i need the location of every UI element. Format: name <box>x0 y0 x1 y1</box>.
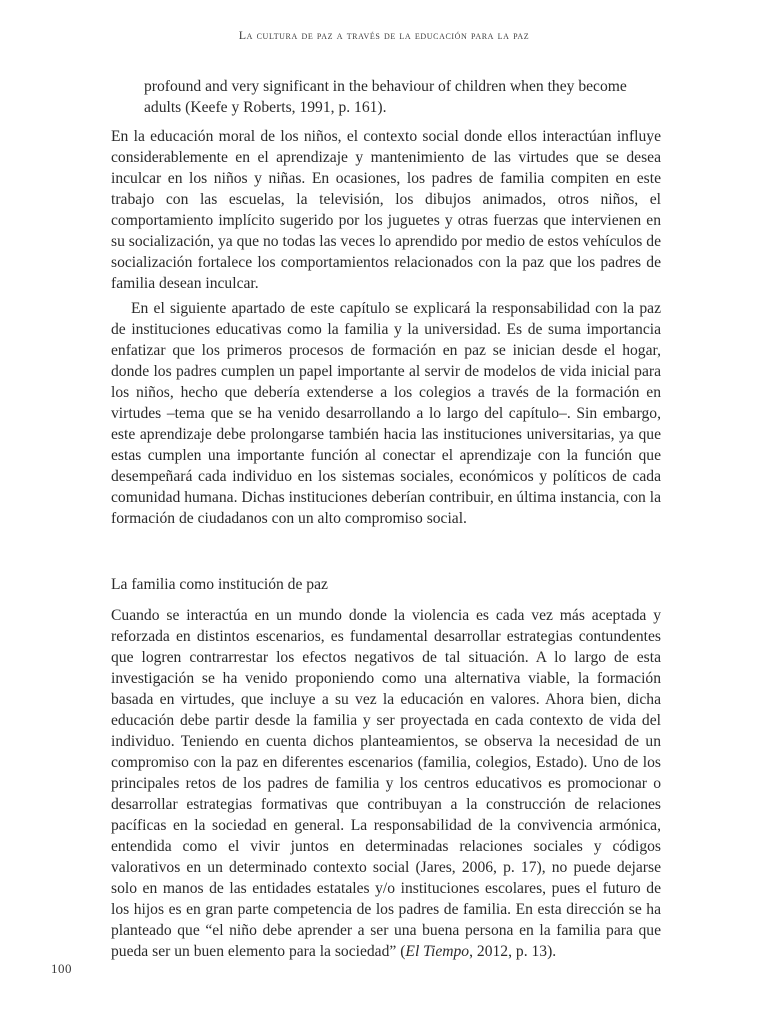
paragraph: En la educación moral de los niños, el contexto social donde ellos interactúan influye considerablemente en el aprendizaje y mantenimiento de las virtudes que se desea inculcar en los niños y niñas. En ocasiones, los padres de familia compiten en este trabajo con las escuelas, la televisión, los dibujos animados, otros niños, el comportamiento implícito sugerido por los juguetes y otras fuerzas que intervienen en su socialización, ya que no todas las veces lo aprendido por medio de estos vehículos de socialización fortalece los comportamientos relacionados con la paz que los padres de familia desean inculcar. <box>111 128 661 292</box>
paragraph: En el siguiente apartado de este capítulo se explicará la responsabilidad con la paz de instituciones educativas como la familia y la universidad. Es de suma importancia enfatizar que los primeros procesos de formación en paz se inician desde el hogar, donde los padres cumplen un papel importante al servir de modelos de vida inicial para los niños, hecho que debería extenderse a los colegios a través de la formación en virtudes –tema que se ha venido desarrollando a lo largo del capítulo–. Sin embargo, este aprendizaje debe prolongarse también hacia las instituciones universitarias, ya que estas cumplen una importante función al conectar el aprendizaje con la función que desempeñará cada individuo en los sistemas sociales, económicos y políticos de cada comunidad humana. Dichas instituciones deberían contribuir, en última instancia, con la formación de ciudadanos con un alto compromiso social. <box>111 300 661 527</box>
running-header: La cultura de paz a través de la educación para la paz <box>238 28 530 42</box>
block-quote-continuation: profound and very significant in the behaviour of children when they become adults (Keefe y Roberts, 1991, p. 161). <box>144 78 627 116</box>
paragraph-text: Cuando se interactúa en un mundo donde la violencia es cada vez más aceptada y reforzada en distintos escenarios, es fundamental desarrollar estrategias contundentes que logren contrarrestar los efectos negativos de tal situación. A lo largo de esta investigación se ha venido proponiendo como una alternativa viable, la formación basada en virtudes, que incluye a su vez la educación en valores. Ahora bien, dicha educación debe partir desde la familia y ser proyectada en cada contexto de vida del individuo. Teniendo en cuenta dichos planteamientos, se observa la necesidad de un compromiso con la paz en diferentes escenarios (familia, colegios, Estado). Uno de los principales retos de los padres de familia y los centros educativos es promocionar o desarrollar estrategias formativas que contribuyan a la construcción de relaciones pacíficas en la sociedad en general. La responsabilidad de la convivencia armónica, entendida como el vivir juntos en determinadas relaciones sociales y códigos valorativos en un determinado contexto social (Jares, 2006, p. 17), no puede dejarse solo en manos de las entidades estatales y/o instituciones escolares, pues el futuro de los hijos es en gran parte competencia de los padres de familia. En esta dirección se ha planteado que “el niño debe aprender a ser una buena persona en la familia para que pueda ser un buen elemento para la sociedad” ( <box>111 607 661 960</box>
cited-source: El Tiempo <box>405 943 470 960</box>
paragraph <box>111 605 661 962</box>
citation-tail: , 2012, p. 13). <box>469 943 557 960</box>
body-text <box>111 76 661 962</box>
section-heading: La familia como institución de paz <box>111 576 328 593</box>
page-number: 100 <box>51 961 72 976</box>
